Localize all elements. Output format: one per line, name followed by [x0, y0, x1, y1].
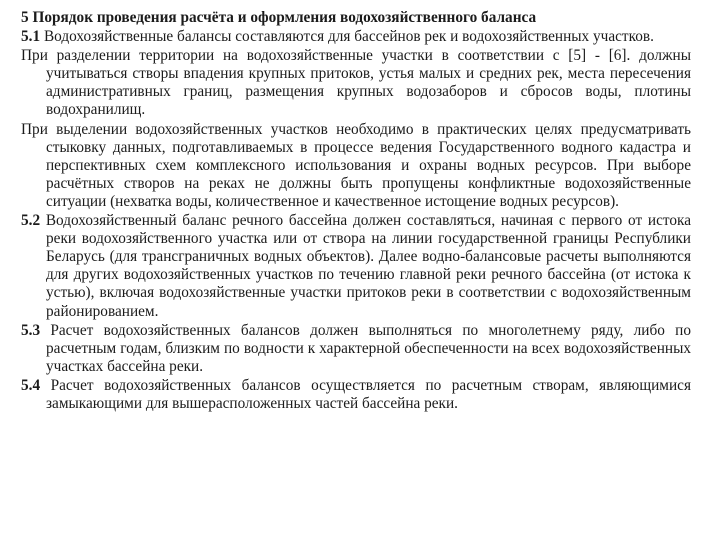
paragraph-5-2 [21, 212, 691, 321]
paragraph-text: Расчет водохозяйственных балансов должен выполняться по многолетнему ряду, либо по расчетным годам, близким по водности к характерной обеспеченности на всех водохозяйственных участках бассейна реки. [40, 321, 691, 375]
clause-number: 5.4 [21, 376, 41, 394]
paragraph-text: При разделении территории на водохозяйственные участки в соответствии с [5] - [6]. должны учитываться створы впадения крупных притоков, устья малых и средних рек, места пересечения административных границ, размещения крупных водозаборов и сбросов воды, плотины водохранилищ. [21, 47, 691, 119]
clause-number: 5.1 [21, 28, 41, 46]
paragraph-division [21, 47, 691, 119]
paragraph-text: Водохозяйственный баланс речного бассейна должен составляться, начиная с первого от истока реки водохозяйственного участка или от створа на линии государственной границы Республики Беларусь (для трансграничных водных объектов). Далее водно-балансовые расчеты выполняются для других водохозяйственных участков по течению главной реки речного бассейна (от истока к устью), включая водохозяйственные участки притоков реки в соответствии с водохозяйственным районированием. [40, 212, 691, 320]
paragraph-text: При выделении водохозяйственных участков необходимо в практических целях предусматривать стыковку данных, подготавливаемых в процессе ведения Государственного водного кадастра и перспективных схем комплексного использования и охраны водных ресурсов. При выборе расчётных створов на реках не должны быть пропущены конфликтные водохозяйственные ситуации (нехватка воды, количественное и качественное истощение водных ресурсов). [21, 120, 691, 210]
clause-number: 5.3 [21, 321, 41, 339]
section-heading: 5 Порядок проведения расчёта и оформления водохозяйственного баланса [21, 9, 537, 26]
clause-number: 5.2 [21, 212, 41, 230]
paragraph-5-1 [21, 28, 691, 46]
paragraph-5-3 [21, 322, 691, 376]
paragraph-text: Расчет водохозяйственных балансов осуществляется по расчетным створам, являющимися замыкающими для вышерасположенных частей бассейна реки. [40, 376, 691, 412]
paragraph-allocation [21, 121, 691, 211]
paragraph-text: Водохозяйственные балансы составляются для бассейнов рек и водохозяйственных участков. [40, 28, 654, 46]
paragraph-5-4 [21, 377, 691, 413]
